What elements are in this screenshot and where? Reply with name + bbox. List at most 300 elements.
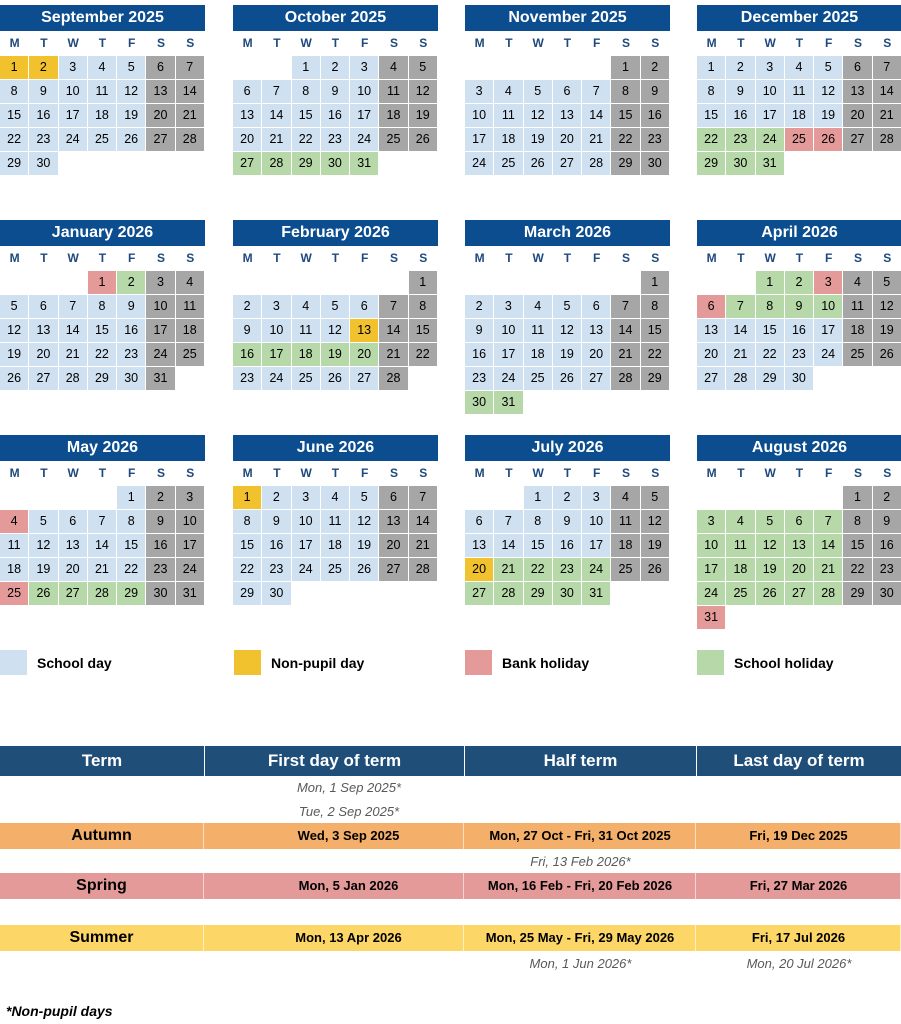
day-grid (0, 486, 205, 606)
month-7 (465, 220, 670, 415)
table-cell: Fri, 19 Dec 2025 (697, 823, 901, 849)
day-cell: 13 (350, 319, 378, 342)
day-cell: 9 (785, 295, 813, 318)
empty-cell (379, 271, 407, 294)
day-cell: 25 (321, 558, 349, 581)
day-cell: 23 (553, 558, 581, 581)
day-cell: 22 (0, 128, 28, 151)
day-cell: 17 (582, 534, 610, 557)
day-cell: 6 (553, 80, 581, 103)
day-cell: 23 (785, 343, 813, 366)
weekday-label: S (853, 251, 862, 265)
day-cell: 28 (262, 152, 290, 175)
day-cell: 5 (29, 510, 57, 533)
day-cell: 10 (582, 510, 610, 533)
day-cell: 16 (146, 534, 174, 557)
table-cell: Mon, 13 Apr 2026 (234, 925, 464, 951)
day-cell: 3 (494, 295, 522, 318)
day-cell: 3 (176, 486, 204, 509)
day-cell: 15 (233, 534, 261, 557)
day-cell: 2 (146, 486, 174, 509)
day-cell: 9 (873, 510, 901, 533)
day-cell: 12 (409, 80, 437, 103)
day-cell: 23 (117, 343, 145, 366)
day-cell: 18 (726, 558, 754, 581)
empty-cell (29, 486, 57, 509)
day-cell: 1 (756, 271, 784, 294)
weekday-header (465, 246, 670, 271)
day-cell: 30 (465, 391, 493, 414)
day-cell: 8 (88, 295, 116, 318)
day-cell: 19 (756, 558, 784, 581)
day-cell: 11 (726, 534, 754, 557)
day-cell: 23 (321, 128, 349, 151)
day-cell: 16 (873, 534, 901, 557)
day-cell: 12 (873, 295, 901, 318)
day-cell: 9 (117, 295, 145, 318)
legend-item (234, 650, 364, 675)
day-cell: 1 (88, 271, 116, 294)
weekday-label: M (474, 251, 485, 265)
day-cell: 13 (697, 319, 725, 342)
empty-cell (756, 486, 784, 509)
weekday-label: T (273, 466, 281, 480)
month-5 (0, 220, 205, 391)
month-title: September 2025 (0, 5, 205, 31)
day-cell: 13 (59, 534, 87, 557)
day-cell: 31 (146, 367, 174, 390)
day-cell: 17 (262, 343, 290, 366)
table-header-cell: First day of term (205, 746, 464, 776)
month-title: May 2026 (0, 435, 205, 461)
empty-cell (321, 271, 349, 294)
weekday-header (697, 31, 901, 56)
day-grid (465, 56, 670, 176)
day-cell: 11 (88, 80, 116, 103)
weekday-label: T (331, 251, 340, 265)
day-grid (233, 486, 438, 606)
empty-cell (0, 486, 28, 509)
day-cell: 30 (262, 582, 290, 605)
day-cell: 16 (262, 534, 290, 557)
weekday-label: T (505, 36, 513, 50)
empty-cell (697, 271, 725, 294)
day-cell: 19 (641, 534, 669, 557)
day-cell: 17 (814, 319, 842, 342)
weekday-label: S (186, 466, 195, 480)
day-cell: 7 (409, 486, 437, 509)
day-cell: 5 (321, 295, 349, 318)
weekday-label: M (474, 466, 485, 480)
day-cell: 3 (292, 486, 320, 509)
table-header-cell: Term (0, 746, 204, 776)
empty-cell (350, 271, 378, 294)
table-cell (465, 799, 696, 825)
empty-cell (465, 271, 493, 294)
empty-cell (494, 486, 522, 509)
day-cell: 2 (117, 271, 145, 294)
day-cell: 18 (88, 104, 116, 127)
day-cell: 30 (321, 152, 349, 175)
day-cell: 4 (726, 510, 754, 533)
weekday-label: T (40, 36, 48, 50)
weekday-label: S (883, 466, 892, 480)
day-cell: 10 (262, 319, 290, 342)
day-cell: 4 (321, 486, 349, 509)
day-cell: 20 (29, 343, 57, 366)
day-cell: 4 (379, 56, 407, 79)
day-grid (233, 271, 438, 391)
day-cell: 22 (843, 558, 871, 581)
day-cell: 19 (409, 104, 437, 127)
weekday-label: S (651, 466, 660, 480)
day-cell: 18 (785, 104, 813, 127)
weekday-label: T (795, 466, 804, 480)
day-cell: 18 (321, 534, 349, 557)
day-cell: 11 (292, 319, 320, 342)
empty-cell (88, 486, 116, 509)
term-name-cell (0, 799, 204, 825)
day-cell: 20 (843, 104, 871, 127)
day-cell: 3 (582, 486, 610, 509)
table-header-row (0, 746, 901, 772)
day-cell: 4 (843, 271, 871, 294)
legend-swatch (465, 650, 492, 675)
weekday-label: M (706, 251, 717, 265)
day-cell: 16 (785, 319, 813, 342)
day-cell: 15 (756, 319, 784, 342)
day-cell: 29 (233, 582, 261, 605)
day-cell: 23 (146, 558, 174, 581)
month-12 (697, 435, 901, 630)
day-cell: 15 (524, 534, 552, 557)
day-grid (465, 486, 670, 606)
empty-cell (524, 56, 552, 79)
weekday-label: T (331, 466, 340, 480)
table-cell (234, 951, 464, 977)
legend-item (465, 650, 589, 675)
day-cell: 13 (843, 80, 871, 103)
day-cell: 6 (29, 295, 57, 318)
day-cell: 23 (262, 558, 290, 581)
day-cell: 25 (843, 343, 871, 366)
day-cell: 21 (582, 128, 610, 151)
day-cell: 26 (814, 128, 842, 151)
day-cell: 29 (0, 152, 28, 175)
weekday-label: S (883, 36, 892, 50)
table-cell: Fri, 27 Mar 2026 (697, 873, 901, 899)
day-cell: 3 (59, 56, 87, 79)
day-cell: 8 (524, 510, 552, 533)
day-cell: 14 (409, 510, 437, 533)
day-cell: 3 (262, 295, 290, 318)
day-cell: 22 (292, 128, 320, 151)
day-cell: 16 (641, 104, 669, 127)
weekday-label: T (40, 466, 48, 480)
day-cell: 30 (785, 367, 813, 390)
day-cell: 12 (641, 510, 669, 533)
day-cell: 27 (379, 558, 407, 581)
day-cell: 29 (117, 582, 145, 605)
day-grid (233, 56, 438, 176)
day-cell: 6 (233, 80, 261, 103)
weekday-header (697, 246, 901, 271)
day-cell: 1 (524, 486, 552, 509)
day-cell: 28 (59, 367, 87, 390)
day-cell: 19 (814, 104, 842, 127)
day-cell: 13 (582, 319, 610, 342)
weekday-label: T (273, 251, 281, 265)
day-cell: 10 (350, 80, 378, 103)
day-cell: 6 (146, 56, 174, 79)
day-cell: 27 (59, 582, 87, 605)
day-cell: 29 (524, 582, 552, 605)
day-cell: 15 (409, 319, 437, 342)
weekday-label: W (300, 36, 312, 50)
weekday-label: M (9, 466, 20, 480)
day-cell: 24 (814, 343, 842, 366)
legend-item (0, 650, 112, 675)
day-cell: 1 (0, 56, 28, 79)
day-cell: 19 (29, 558, 57, 581)
day-cell: 5 (350, 486, 378, 509)
day-cell: 10 (814, 295, 842, 318)
day-cell: 5 (524, 80, 552, 103)
weekday-label: S (156, 466, 165, 480)
day-cell: 6 (350, 295, 378, 318)
legend-label: School holiday (734, 654, 834, 671)
empty-cell (262, 56, 290, 79)
month-title: March 2026 (465, 220, 670, 246)
day-cell: 20 (785, 558, 813, 581)
day-cell: 5 (873, 271, 901, 294)
legend-swatch (234, 650, 261, 675)
day-cell: 4 (0, 510, 28, 533)
weekday-header (0, 461, 205, 486)
empty-cell (726, 486, 754, 509)
table-cell: Mon, 20 Jul 2026* (746, 956, 852, 971)
day-cell: 2 (641, 56, 669, 79)
day-cell: 12 (29, 534, 57, 557)
weekday-label: W (764, 36, 776, 50)
day-cell: 23 (29, 128, 57, 151)
day-cell: 29 (843, 582, 871, 605)
day-cell: 12 (321, 319, 349, 342)
day-cell: 18 (379, 104, 407, 127)
table-cell: Mon, 1 Sep 2025* (296, 780, 402, 795)
day-cell: 21 (262, 128, 290, 151)
month-title: December 2025 (697, 5, 901, 31)
weekday-label: F (361, 251, 369, 265)
day-cell: 25 (524, 367, 552, 390)
day-cell: 26 (0, 367, 28, 390)
day-cell: 23 (726, 128, 754, 151)
day-cell: 17 (146, 319, 174, 342)
day-cell: 16 (117, 319, 145, 342)
day-cell: 25 (292, 367, 320, 390)
note-row (0, 849, 901, 875)
day-cell: 9 (465, 319, 493, 342)
day-cell: 19 (350, 534, 378, 557)
day-cell: 6 (843, 56, 871, 79)
weekday-label: S (651, 251, 660, 265)
day-cell: 6 (379, 486, 407, 509)
day-cell: 7 (88, 510, 116, 533)
day-cell: 9 (233, 319, 261, 342)
day-cell: 7 (726, 295, 754, 318)
term-name-cell: Spring (0, 873, 204, 899)
table-cell: Mon, 5 Jan 2026 (234, 873, 464, 899)
weekday-label: F (361, 466, 369, 480)
day-cell: 1 (843, 486, 871, 509)
day-cell: 26 (553, 367, 581, 390)
day-cell: 4 (785, 56, 813, 79)
empty-cell (524, 271, 552, 294)
day-cell: 25 (176, 343, 204, 366)
day-grid (697, 56, 901, 176)
footnote: *Non-pupil days (6, 1003, 113, 1019)
day-cell: 2 (29, 56, 57, 79)
weekday-label: W (532, 36, 544, 50)
day-cell: 31 (756, 152, 784, 175)
day-cell: 23 (641, 128, 669, 151)
day-cell: 1 (409, 271, 437, 294)
day-cell: 16 (465, 343, 493, 366)
day-cell: 27 (582, 367, 610, 390)
weekday-label: W (532, 466, 544, 480)
day-cell: 20 (146, 104, 174, 127)
day-cell: 18 (524, 343, 552, 366)
day-cell: 17 (697, 558, 725, 581)
day-cell: 29 (641, 367, 669, 390)
day-cell: 26 (117, 128, 145, 151)
weekday-label: W (300, 251, 312, 265)
empty-cell (582, 56, 610, 79)
day-cell: 4 (176, 271, 204, 294)
weekday-label: S (156, 36, 165, 50)
month-2 (233, 5, 438, 176)
day-cell: 26 (873, 343, 901, 366)
empty-cell (233, 271, 261, 294)
day-cell: 9 (262, 510, 290, 533)
table-cell: Mon, 27 Oct - Fri, 31 Oct 2025 (465, 823, 696, 849)
empty-cell (494, 56, 522, 79)
empty-cell (814, 486, 842, 509)
day-cell: 17 (494, 343, 522, 366)
day-cell: 21 (59, 343, 87, 366)
day-cell: 10 (292, 510, 320, 533)
day-cell: 24 (465, 152, 493, 175)
day-cell: 13 (465, 534, 493, 557)
day-cell: 14 (726, 319, 754, 342)
day-cell: 13 (29, 319, 57, 342)
day-cell: 6 (465, 510, 493, 533)
weekday-label: F (825, 36, 833, 50)
weekday-label: F (128, 466, 136, 480)
day-cell: 10 (756, 80, 784, 103)
day-cell: 20 (350, 343, 378, 366)
day-cell: 5 (641, 486, 669, 509)
day-cell: 10 (146, 295, 174, 318)
day-cell: 29 (88, 367, 116, 390)
weekday-label: T (505, 466, 513, 480)
weekday-label: S (883, 251, 892, 265)
weekday-label: S (389, 36, 398, 50)
day-cell: 9 (321, 80, 349, 103)
day-cell: 2 (262, 486, 290, 509)
day-cell: 18 (176, 319, 204, 342)
day-grid (0, 271, 205, 391)
day-cell: 25 (726, 582, 754, 605)
day-cell: 6 (785, 510, 813, 533)
legend-label: Non-pupil day (271, 654, 365, 671)
weekday-label: M (706, 36, 717, 50)
month-9 (0, 435, 205, 606)
weekday-label: W (67, 36, 79, 50)
day-cell: 15 (611, 104, 639, 127)
term-name-cell (0, 951, 204, 977)
day-cell: 31 (176, 582, 204, 605)
day-cell: 12 (0, 319, 28, 342)
day-cell: 8 (292, 80, 320, 103)
day-cell: 22 (756, 343, 784, 366)
day-cell: 21 (379, 343, 407, 366)
day-cell: 15 (0, 104, 28, 127)
day-cell: 27 (350, 367, 378, 390)
day-cell: 30 (726, 152, 754, 175)
weekday-label: T (273, 36, 281, 50)
day-cell: 29 (756, 367, 784, 390)
day-cell: 6 (582, 295, 610, 318)
table-cell (234, 849, 464, 875)
day-cell: 24 (59, 128, 87, 151)
weekday-label: F (361, 36, 369, 50)
weekday-label: S (651, 36, 660, 50)
day-cell: 14 (176, 80, 204, 103)
day-cell: 14 (494, 534, 522, 557)
day-cell: 27 (29, 367, 57, 390)
day-cell: 24 (697, 582, 725, 605)
day-cell: 24 (292, 558, 320, 581)
day-cell: 12 (814, 80, 842, 103)
weekday-label: T (98, 251, 107, 265)
day-cell: 25 (611, 558, 639, 581)
weekday-header (465, 31, 670, 56)
day-cell: 30 (117, 367, 145, 390)
day-cell: 25 (494, 152, 522, 175)
day-cell: 16 (726, 104, 754, 127)
month-8 (697, 220, 901, 391)
weekday-label: F (128, 251, 136, 265)
day-cell: 2 (873, 486, 901, 509)
day-cell: 1 (117, 486, 145, 509)
weekday-label: M (9, 36, 20, 50)
day-cell: 14 (611, 319, 639, 342)
empty-cell (582, 271, 610, 294)
empty-cell (726, 271, 754, 294)
day-cell: 15 (292, 104, 320, 127)
day-cell: 8 (117, 510, 145, 533)
day-cell: 29 (697, 152, 725, 175)
day-cell: 9 (553, 510, 581, 533)
day-cell: 25 (0, 582, 28, 605)
legend-swatch (0, 650, 27, 675)
day-cell: 24 (262, 367, 290, 390)
weekday-label: M (474, 36, 485, 50)
empty-cell (553, 271, 581, 294)
weekday-label: S (389, 466, 398, 480)
table-cell (697, 775, 901, 801)
